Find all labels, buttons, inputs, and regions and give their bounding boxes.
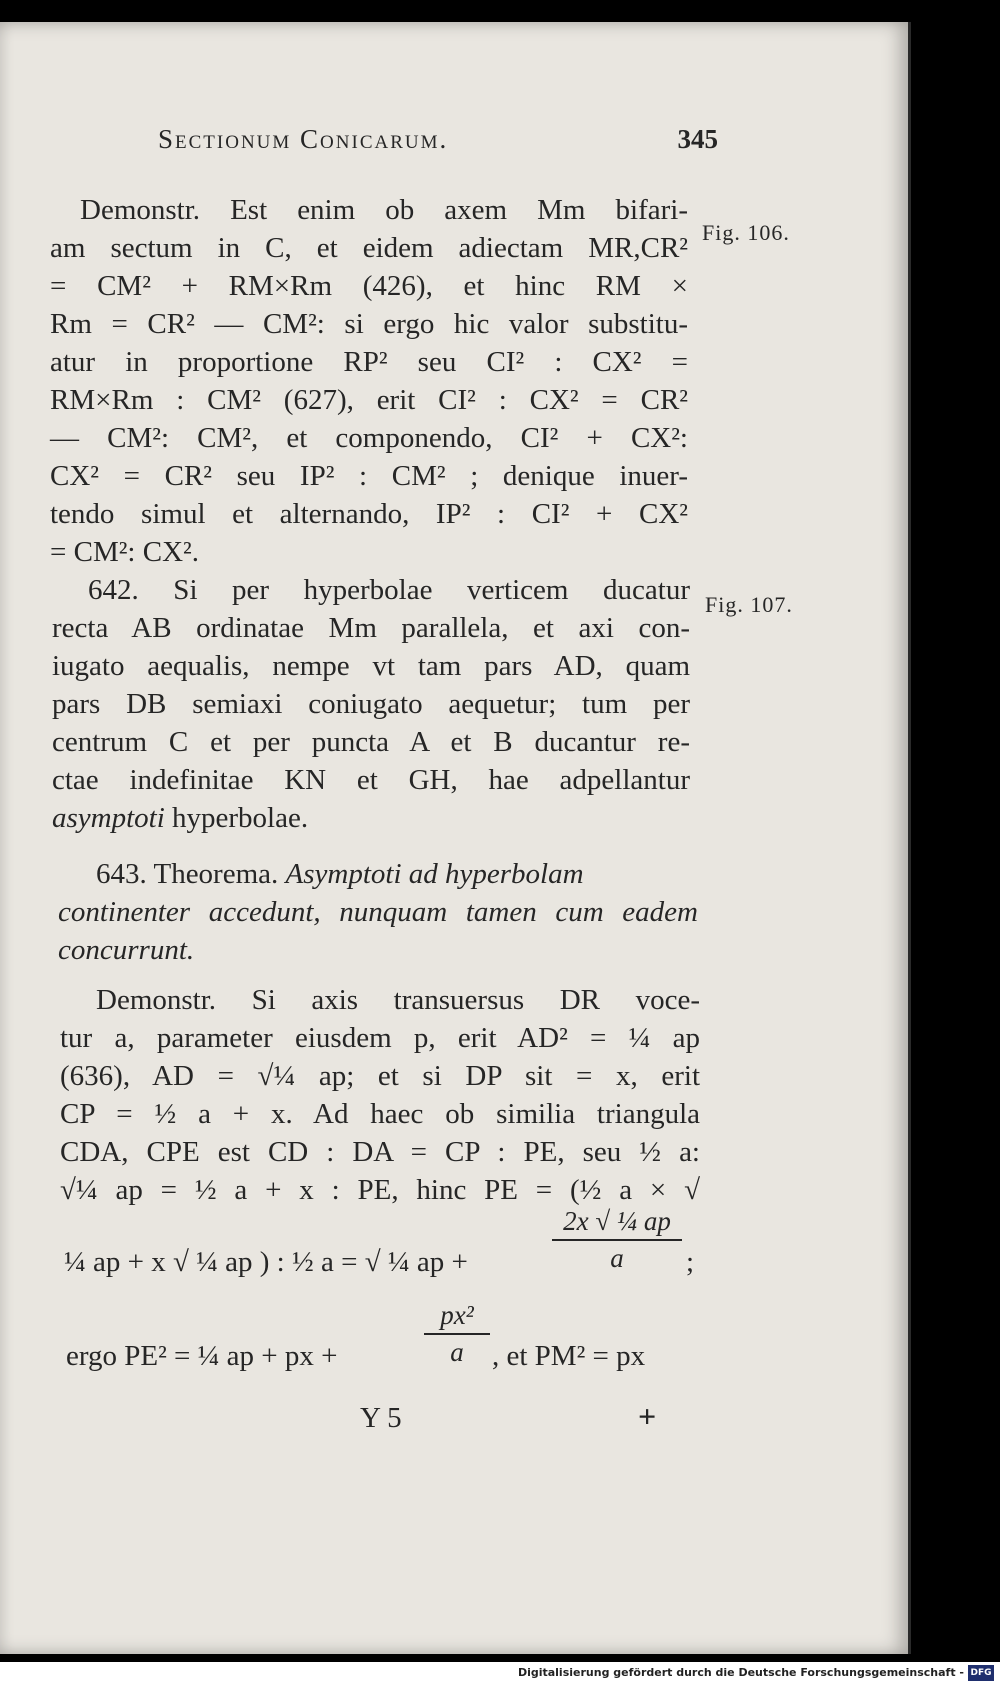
fraction-numerator: px²: [440, 1300, 474, 1330]
theorem-text: Asymptoti ad hyperbolam: [285, 858, 584, 890]
formula-line: , et PM² = px: [492, 1340, 646, 1372]
text-line: recta AB ordinatae Mm parallela, et axi con-: [52, 612, 690, 644]
text-line: tur a, parameter eiusdem p, erit AD² = ¼ ap: [60, 1022, 700, 1054]
formula-line: ¼ ap + x √ ¼ ap ) : ½ a = √ ¼ ap +: [64, 1246, 468, 1278]
text-line: tendo simul et alternando, IP² : CI² + CX²: [50, 498, 688, 530]
fraction-denominator: a: [450, 1337, 464, 1367]
text-line: CX² = CR² seu IP² : CM² ; denique inuer-: [50, 460, 688, 492]
text-line: [52, 800, 690, 836]
fraction-denominator: a: [610, 1243, 624, 1273]
term-asymptoti: asymptoti: [52, 802, 165, 834]
page-header: [158, 124, 718, 164]
text-line: am sectum in C, et eidem adiectam MR,CR²: [50, 232, 688, 264]
text-line: 642. Si per hyperbolae verticem ducatur: [88, 574, 690, 606]
text-line: √¼ ap = ½ a + x : PE, hinc PE = (½ a × √: [60, 1174, 700, 1206]
catchword: +: [638, 1398, 657, 1434]
text-segment: hyperbolae.: [164, 802, 309, 834]
digitization-footer: [0, 1662, 1000, 1687]
running-head: Sectionum Conicarum.: [158, 124, 449, 154]
fraction-numerator: 2x √ ¼ ap: [563, 1206, 671, 1236]
margin-note-fig-106: Fig. 106.: [702, 220, 790, 245]
text-line: CDA, CPE est CD : DA = CP : PE, seu ½ a:: [60, 1136, 700, 1168]
book-page: [0, 22, 910, 1654]
text-line: — CM²: CM², et componendo, CI² + CX²:: [50, 422, 688, 454]
text-line: (636), AD = √¼ ap; et si DP sit = x, erit: [60, 1060, 700, 1092]
page-number: 345: [677, 124, 718, 154]
text-line: pars DB semiaxi coniugato aequetur; tum per: [52, 688, 690, 720]
text-line: RM×Rm : CM² (627), erit CI² : CX² = CR²: [50, 384, 688, 416]
formula-fraction: [552, 1206, 682, 1274]
text-line: Rm = CR² — CM²: si ergo hic valor substitu-: [50, 308, 688, 340]
digitization-credit: Digitalisierung gefördert durch die Deutsche Forschungsgemeinschaft -: [517, 1666, 964, 1679]
text-line: ctae indefinitae KN et GH, hae adpellantur: [52, 764, 690, 796]
text-line: = CM² + RM×Rm (426), et hinc RM ×: [50, 270, 688, 302]
text-line: CP = ½ a + x. Ad haec ob similia triangula: [60, 1098, 700, 1130]
text-line: Demonstr. Si axis transuersus DR voce-: [96, 984, 700, 1016]
signature-mark: Y 5: [360, 1402, 402, 1434]
theorem-line: [96, 856, 696, 892]
formula-fraction: [424, 1300, 490, 1368]
text-line: = CM²: CX².: [50, 536, 199, 568]
formula-line: ergo PE² = ¼ ap + px +: [66, 1340, 338, 1372]
formula-end: ;: [686, 1246, 695, 1278]
text-line: centrum C et per puncta A et B ducantur re-: [52, 726, 690, 758]
fraction-bar: [552, 1239, 682, 1241]
margin-note-fig-107: Fig. 107.: [705, 592, 793, 617]
text-line: Demonstr. Est enim ob axem Mm bifari-: [80, 194, 688, 226]
fraction-bar: [424, 1333, 490, 1335]
dfg-logo-icon: DFG: [968, 1665, 994, 1681]
text-line: atur in proportione RP² seu CI² : CX² =: [50, 346, 688, 378]
text-line: iugato aequalis, nempe vt tam pars AD, quam: [52, 650, 690, 682]
theorem-line: concurrunt.: [58, 934, 195, 966]
theorem-label: 643. Theorema.: [96, 858, 279, 890]
theorem-line: continenter accedunt, nunquam tamen cum eadem: [58, 896, 698, 928]
